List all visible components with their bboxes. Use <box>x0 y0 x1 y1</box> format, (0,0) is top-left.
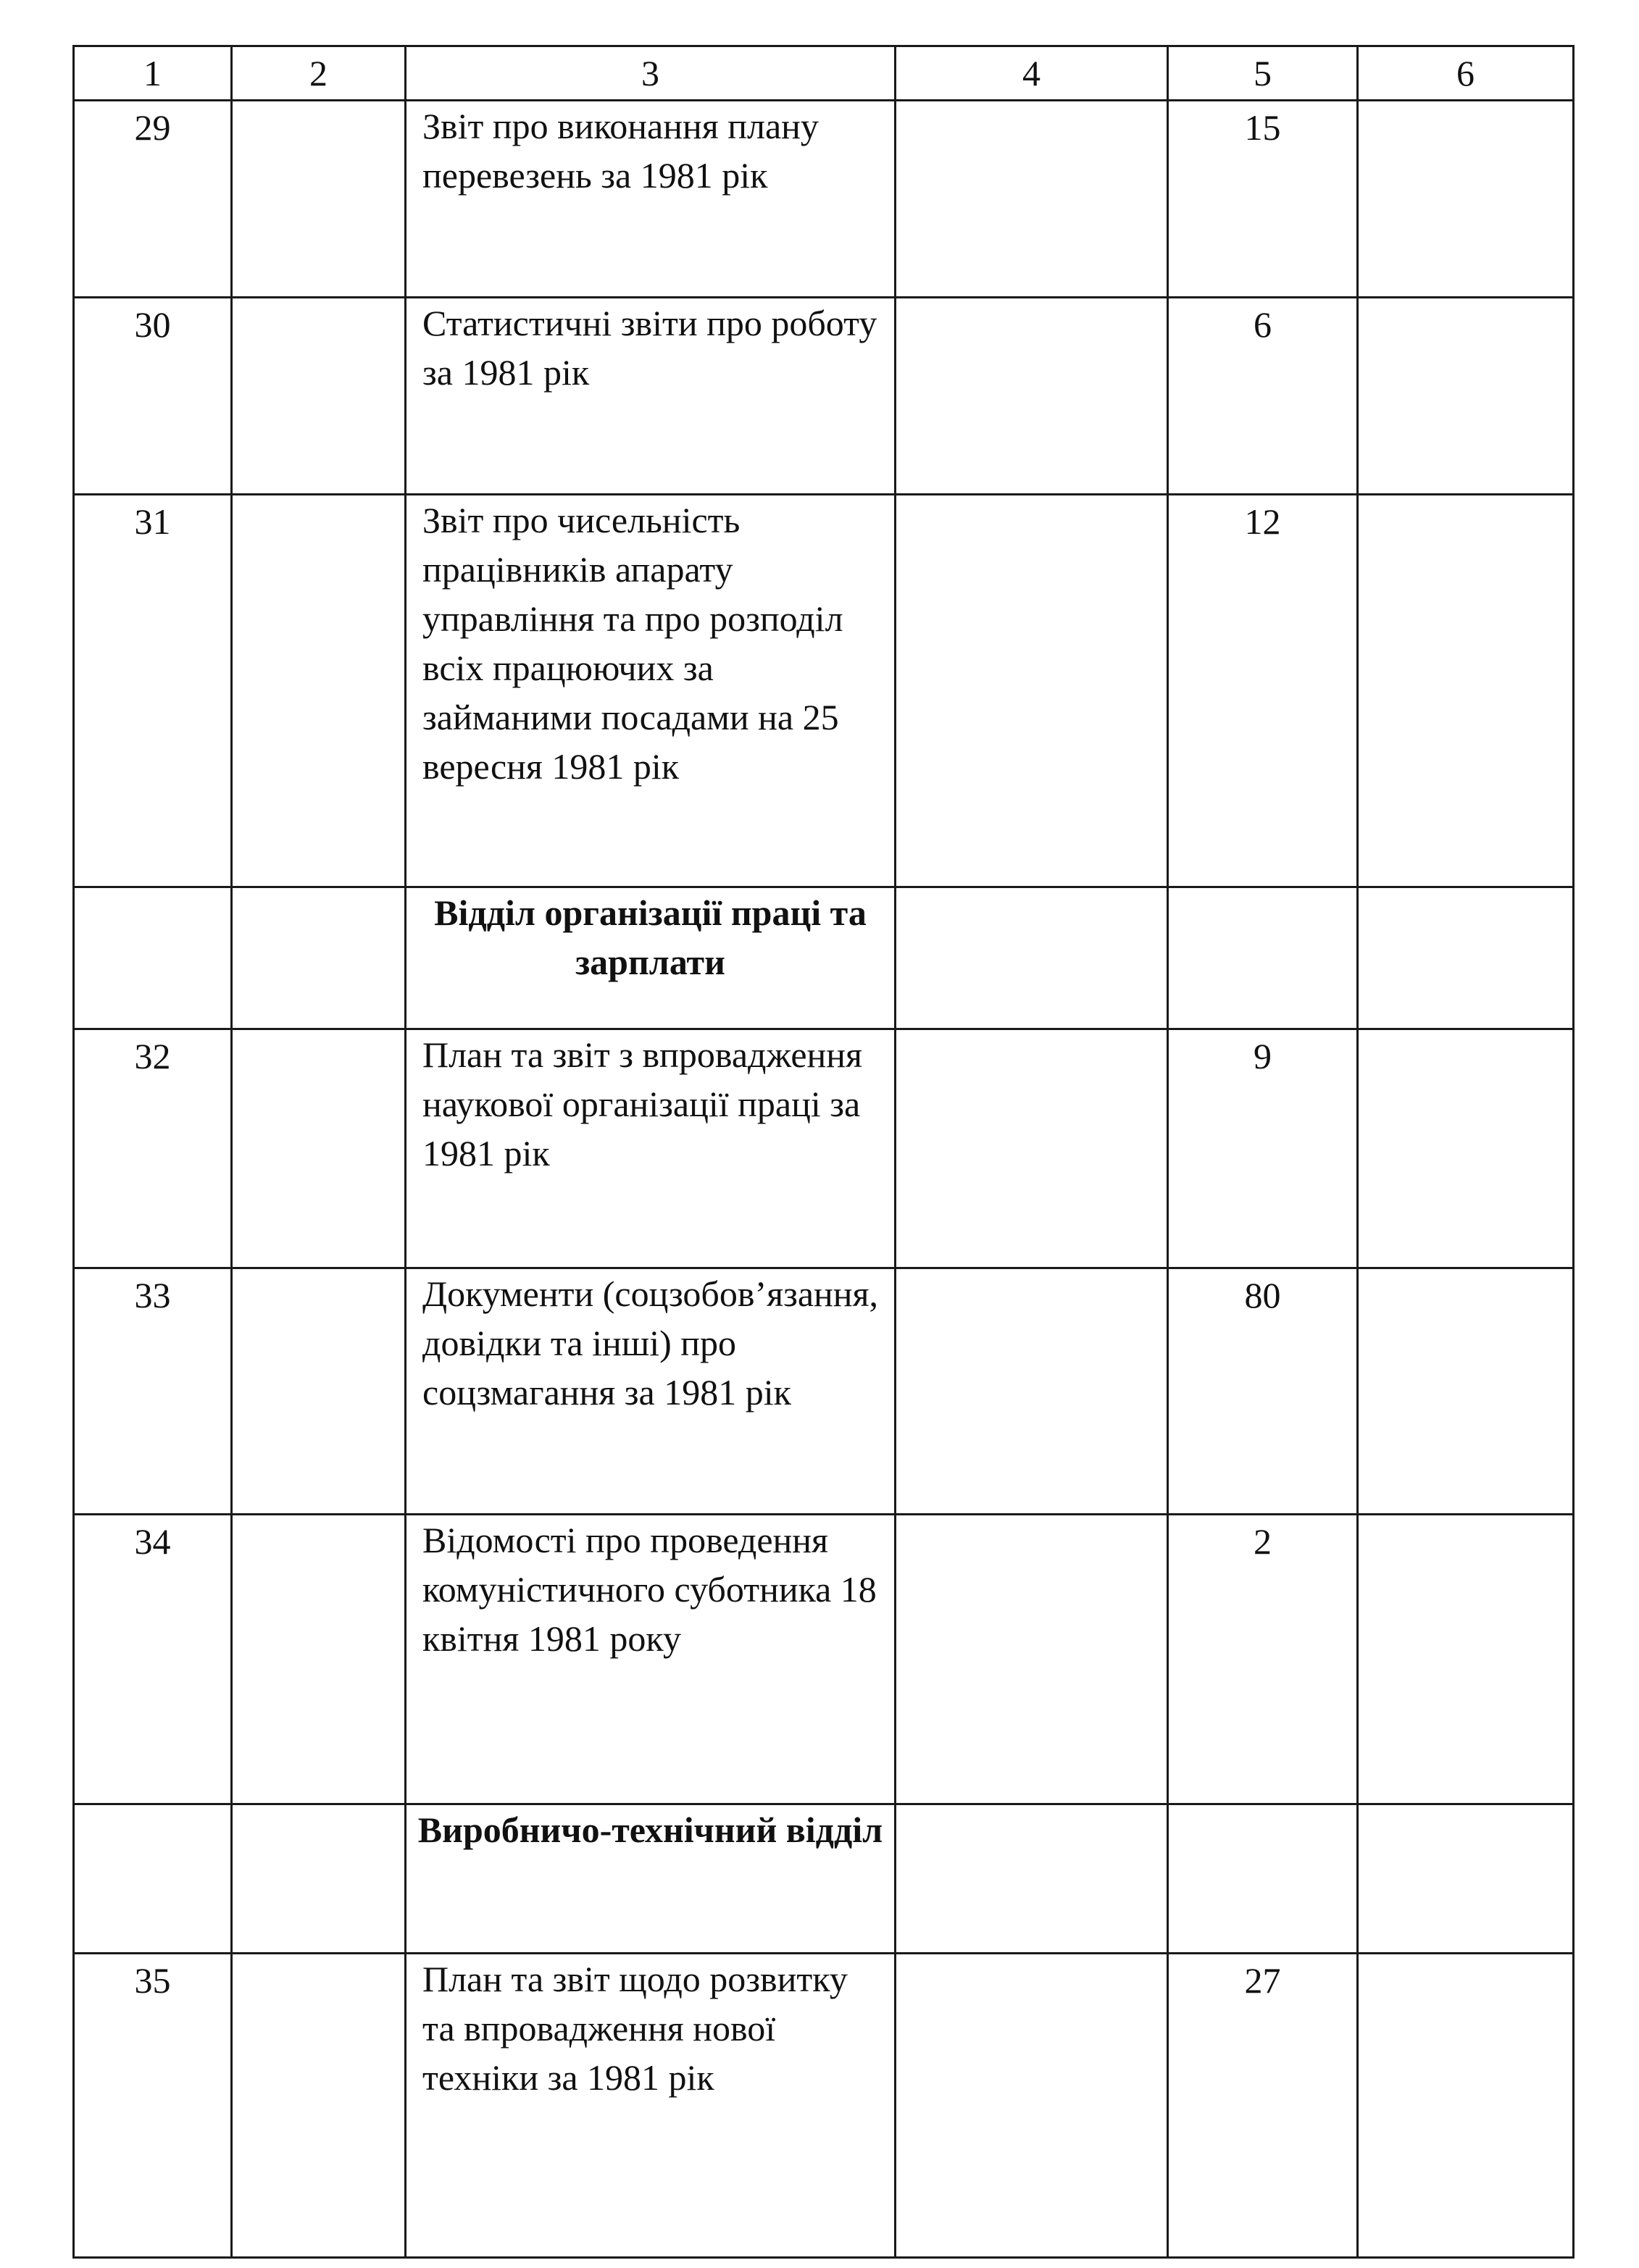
sheet-count: 15 <box>1168 101 1358 298</box>
table-row <box>74 1515 1574 1804</box>
item-description: Документи (соцзобов’язання, довідки та інші) про соцзмагання за 1981 рік <box>406 1268 896 1515</box>
empty-cell <box>232 1954 406 2258</box>
empty-cell <box>232 298 406 495</box>
empty-cell <box>232 1515 406 1804</box>
table-row <box>74 1268 1574 1515</box>
empty-cell <box>1168 1804 1358 1954</box>
table-row <box>74 101 1574 298</box>
empty-cell <box>232 887 406 1029</box>
item-number: 33 <box>74 1268 232 1515</box>
sheet-count: 6 <box>1168 298 1358 495</box>
table-row <box>74 1029 1574 1268</box>
sheet-count: 2 <box>1168 1515 1358 1804</box>
item-number: 34 <box>74 1515 232 1804</box>
item-number: 32 <box>74 1029 232 1268</box>
empty-cell <box>1358 1029 1574 1268</box>
table-row <box>74 495 1574 887</box>
column-number-row <box>74 46 1574 101</box>
empty-cell <box>1358 101 1574 298</box>
column-header: 5 <box>1168 46 1358 101</box>
item-description: Статистичні звіти про роботу за 1981 рік <box>406 298 896 495</box>
empty-cell <box>1168 887 1358 1029</box>
empty-cell <box>74 1804 232 1954</box>
item-number: 30 <box>74 298 232 495</box>
item-description: План та звіт щодо розвитку та впровадження нової техніки за 1981 рік <box>406 1954 896 2258</box>
empty-cell <box>1358 1268 1574 1515</box>
empty-cell <box>1358 1954 1574 2258</box>
empty-cell <box>1358 495 1574 887</box>
empty-cell <box>1358 298 1574 495</box>
empty-cell <box>74 887 232 1029</box>
empty-cell <box>232 1029 406 1268</box>
empty-cell <box>232 1804 406 1954</box>
sheet-count: 9 <box>1168 1029 1358 1268</box>
section-row <box>74 1804 1574 1954</box>
column-header: 4 <box>896 46 1168 101</box>
empty-cell <box>1358 1804 1574 1954</box>
section-heading: Виробничо-технічний відділ <box>406 1804 896 1954</box>
section-row <box>74 887 1574 1029</box>
empty-cell <box>896 1954 1168 2258</box>
empty-cell <box>896 1804 1168 1954</box>
item-number: 29 <box>74 101 232 298</box>
empty-cell <box>896 1515 1168 1804</box>
item-number: 31 <box>74 495 232 887</box>
column-header: 6 <box>1358 46 1574 101</box>
empty-cell <box>232 1268 406 1515</box>
empty-cell <box>896 1029 1168 1268</box>
sheet-count: 27 <box>1168 1954 1358 2258</box>
item-description: План та звіт з впровадження наукової організації праці за 1981 рік <box>406 1029 896 1268</box>
empty-cell <box>1358 1515 1574 1804</box>
sheet-count: 12 <box>1168 495 1358 887</box>
item-description: Відомості про проведення комуністичного суботника 18 квітня 1981 року <box>406 1515 896 1804</box>
empty-cell <box>896 101 1168 298</box>
empty-cell <box>232 495 406 887</box>
empty-cell <box>896 495 1168 887</box>
empty-cell <box>896 1268 1168 1515</box>
column-header: 1 <box>74 46 232 101</box>
table-row <box>74 1954 1574 2258</box>
empty-cell <box>896 298 1168 495</box>
column-header: 3 <box>406 46 896 101</box>
item-description: Звіт про виконання плану перевезень за 1981 рік <box>406 101 896 298</box>
column-header: 2 <box>232 46 406 101</box>
empty-cell <box>232 101 406 298</box>
section-heading: Відділ організації праці та зарплати <box>406 887 896 1029</box>
sheet-count: 80 <box>1168 1268 1358 1515</box>
table-row <box>74 298 1574 495</box>
inventory-table <box>72 45 1575 2259</box>
item-description: Звіт про чисельність працівників апарату управління та про розподіл всіх працюючих за займаними посадами на 25 вересня 1981 рік <box>406 495 896 887</box>
empty-cell <box>1358 887 1574 1029</box>
empty-cell <box>896 887 1168 1029</box>
item-number: 35 <box>74 1954 232 2258</box>
